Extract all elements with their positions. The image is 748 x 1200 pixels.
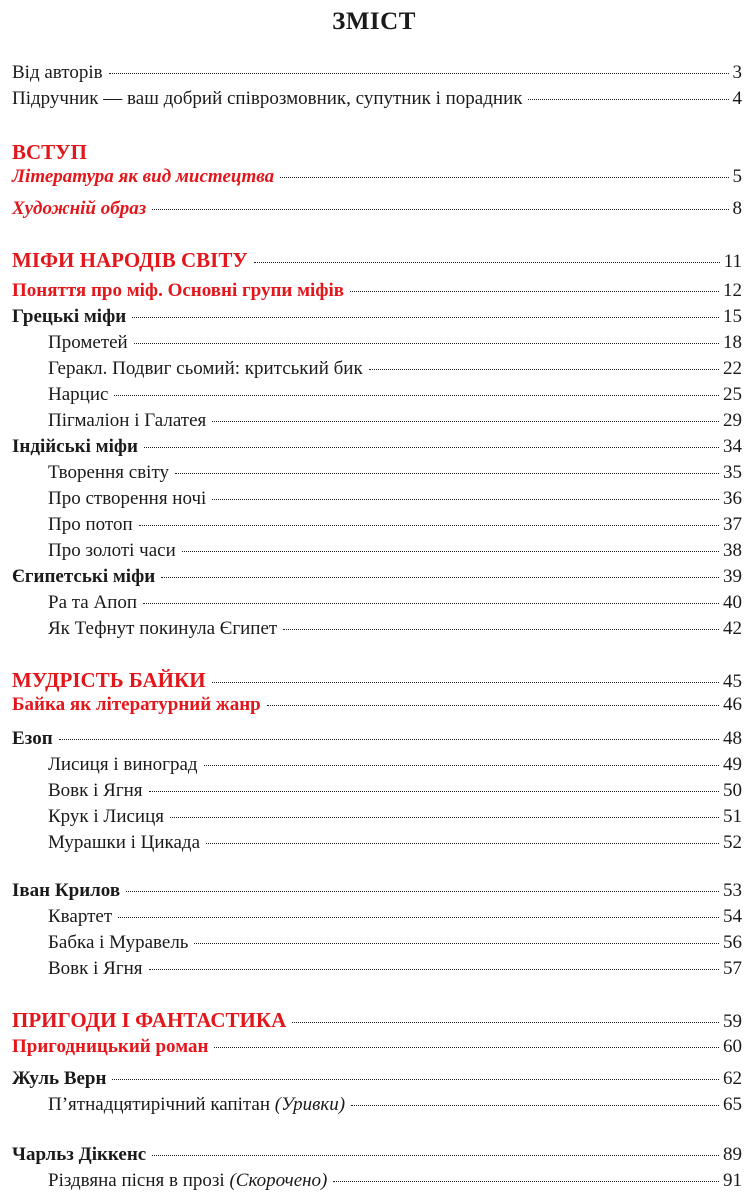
- leader-dots: [112, 1079, 719, 1080]
- leader-dots: [139, 525, 719, 526]
- toc-entry-note: (Уривки): [274, 1094, 346, 1115]
- toc-entry[interactable]: [48, 780, 742, 806]
- toc-entry[interactable]: [12, 436, 742, 462]
- toc-entry-title: Поняття про міф. Основні групи міфів: [12, 280, 344, 301]
- toc-entry[interactable]: [12, 694, 742, 720]
- leader-dots: [126, 891, 719, 892]
- toc-section-title: ВСТУП: [12, 140, 87, 164]
- toc-entry-title: Як Тефнут покинула Єгипет: [48, 618, 278, 639]
- toc-entry-page: 51: [723, 806, 742, 827]
- toc-entry[interactable]: [12, 88, 742, 114]
- toc-entry-title: Єгипетські міфи: [12, 566, 156, 587]
- leader-dots: [292, 1022, 719, 1023]
- toc-entry-page: 50: [723, 780, 742, 801]
- leader-dots: [149, 791, 719, 792]
- leader-dots: [204, 765, 719, 766]
- leader-dots: [206, 843, 719, 844]
- toc-entry-title: Квартет: [48, 906, 113, 927]
- leader-dots: [59, 739, 719, 740]
- leader-dots: [152, 1155, 719, 1156]
- toc-entry-page: 59: [723, 1011, 742, 1032]
- toc-entry-title: Підручник — ваш добрий співрозмовник, супутник і порадник: [12, 88, 523, 109]
- toc-entry-page: 56: [723, 932, 742, 953]
- leader-dots: [144, 447, 719, 448]
- toc-entry-page: 42: [723, 618, 742, 639]
- leader-dots: [212, 682, 719, 683]
- toc-entry-title: Байка як літературний жанр: [12, 694, 261, 715]
- toc-entry[interactable]: [12, 198, 742, 224]
- toc-entry-title: Чарльз Діккенс: [12, 1144, 147, 1165]
- toc-entry[interactable]: [12, 728, 742, 754]
- toc-entry[interactable]: [48, 932, 742, 958]
- toc-entry-page: 53: [723, 880, 742, 901]
- leader-dots: [132, 317, 719, 318]
- leader-dots: [350, 291, 719, 292]
- toc-entry[interactable]: [48, 332, 742, 358]
- leader-dots: [161, 577, 719, 578]
- toc-entry-title: Езоп: [12, 728, 53, 749]
- toc-entry-page: 65: [723, 1094, 742, 1115]
- toc-entry-title: Лисиця і виноград: [48, 754, 198, 775]
- toc-entry-page: 4: [732, 88, 742, 109]
- leader-dots: [118, 917, 719, 918]
- toc-entry[interactable]: [12, 306, 742, 332]
- toc-section-title: ПРИГОДИ І ФАНТАСТИКА: [12, 1008, 287, 1032]
- toc-entry-title: Про потоп: [48, 514, 133, 535]
- toc-entry-page: 29: [723, 410, 742, 431]
- toc-entry-title: Пігмаліон і Галатея: [48, 410, 207, 431]
- toc-entry-page: 22: [723, 358, 742, 379]
- toc-section-title: МУДРІСТЬ БАЙКИ: [12, 668, 206, 692]
- toc-entry-title: Індійські міфи: [12, 436, 138, 457]
- toc-section-heading[interactable]: [12, 668, 742, 694]
- leader-dots: [143, 603, 719, 604]
- leader-dots: [175, 473, 719, 474]
- toc-entry-title: Грецькі міфи: [12, 306, 127, 327]
- leader-dots: [280, 177, 728, 178]
- toc-entry-page: 60: [723, 1036, 742, 1057]
- toc-entry[interactable]: [48, 592, 742, 618]
- toc-entry-title: Мурашки і Цикада: [48, 832, 201, 853]
- toc-entry-page: 52: [723, 832, 742, 853]
- toc-entry-page: 54: [723, 906, 742, 927]
- leader-dots: [194, 943, 719, 944]
- toc-entry-page: 40: [723, 592, 742, 613]
- toc-entry[interactable]: [12, 1144, 742, 1170]
- toc-entry[interactable]: [48, 618, 742, 644]
- toc-entry-title: П’ятнадцятирічний капітан (Уривки): [48, 1094, 346, 1115]
- toc-entry-page: 38: [723, 540, 742, 561]
- leader-dots: [152, 209, 728, 210]
- toc-section-heading[interactable]: [12, 248, 742, 274]
- toc-entry[interactable]: [48, 488, 742, 514]
- toc-entry[interactable]: [48, 754, 742, 780]
- toc-entry-title: Жуль Верн: [12, 1068, 107, 1089]
- toc-entry-page: 37: [723, 514, 742, 535]
- leader-dots: [170, 817, 719, 818]
- toc-entry[interactable]: [48, 906, 742, 932]
- toc-entry-page: 57: [723, 958, 742, 979]
- toc-entry-title: Прометей: [48, 332, 128, 353]
- toc-section-title: МІФИ НАРОДІВ СВІТУ: [12, 248, 248, 272]
- leader-dots: [212, 499, 719, 500]
- toc-entry-title: Творення світу: [48, 462, 169, 483]
- toc-entry-page: 11: [723, 251, 742, 272]
- toc-entry[interactable]: [12, 880, 742, 906]
- toc-entry-title: Про золоті часи: [48, 540, 176, 561]
- toc-entry[interactable]: [48, 832, 742, 858]
- toc-entry-page: 48: [723, 728, 742, 749]
- toc-entry-page: 12: [723, 280, 742, 301]
- toc-entry[interactable]: [48, 514, 742, 540]
- toc-entry[interactable]: [48, 384, 742, 410]
- toc-entry-page: 3: [732, 62, 742, 83]
- toc-entry-page: 25: [723, 384, 742, 405]
- toc-entry-page: 39: [723, 566, 742, 587]
- toc-entry-title: Література як вид мистецтва: [12, 166, 275, 187]
- leader-dots: [134, 343, 719, 344]
- toc-entry-page: 15: [723, 306, 742, 327]
- toc-entry-title: Художній образ: [12, 198, 147, 219]
- toc-entry-page: 34: [723, 436, 742, 457]
- leader-dots: [254, 262, 720, 263]
- toc-entry-page: 62: [723, 1068, 742, 1089]
- toc-entry-title: Пригодницький роман: [12, 1036, 209, 1057]
- toc-entry[interactable]: [48, 806, 742, 832]
- toc-entry-title: Від авторів: [12, 62, 103, 83]
- toc-entry-page: 91: [723, 1170, 742, 1191]
- leader-dots: [528, 99, 728, 100]
- toc-entry[interactable]: [48, 1170, 742, 1196]
- toc-entry-title: Про створення ночі: [48, 488, 207, 509]
- leader-dots: [212, 421, 719, 422]
- toc-section-heading[interactable]: [12, 1008, 742, 1034]
- leader-dots: [351, 1105, 719, 1106]
- toc-entry-page: 36: [723, 488, 742, 509]
- toc-entry[interactable]: [48, 462, 742, 488]
- toc-entry-page: 35: [723, 462, 742, 483]
- toc-entry-title: Іван Крилов: [12, 880, 121, 901]
- toc-entry-title: Вовк і Ягня: [48, 958, 143, 979]
- leader-dots: [214, 1047, 719, 1048]
- toc-entry[interactable]: [12, 62, 742, 88]
- toc-entry[interactable]: [48, 410, 742, 436]
- toc-entry[interactable]: [12, 1068, 742, 1094]
- toc-entry[interactable]: [48, 1094, 742, 1120]
- toc-entry-title: Бабка і Муравель: [48, 932, 189, 953]
- toc-entry-note: (Скорочено): [229, 1170, 328, 1191]
- toc-entry-title: Крук і Лисиця: [48, 806, 164, 827]
- leader-dots: [109, 73, 729, 74]
- toc-entry-title: Нарцис: [48, 384, 109, 405]
- toc-entry-page: 8: [732, 198, 742, 219]
- leader-dots: [333, 1181, 719, 1182]
- toc-entry-page: 49: [723, 754, 742, 775]
- leader-dots: [114, 395, 719, 396]
- leader-dots: [283, 629, 719, 630]
- leader-dots: [267, 705, 719, 706]
- toc-entry[interactable]: [48, 540, 742, 566]
- leader-dots: [149, 969, 719, 970]
- leader-dots: [182, 551, 719, 552]
- toc-entry-page: 5: [732, 166, 742, 187]
- toc-entry[interactable]: [48, 358, 742, 384]
- toc-entry-title: Ра та Апоп: [48, 592, 138, 613]
- toc-entry[interactable]: [12, 1036, 742, 1062]
- toc-entry-title: Геракл. Подвиг сьомий: критський бик: [48, 358, 363, 379]
- toc-entry-title: Вовк і Ягня: [48, 780, 143, 801]
- toc-entry-page: 45: [723, 671, 742, 692]
- toc-entry[interactable]: [12, 280, 742, 306]
- toc-entry[interactable]: [12, 166, 742, 192]
- toc-entry-title: Різдвяна пісня в прозі (Скорочено): [48, 1170, 328, 1191]
- leader-dots: [369, 369, 719, 370]
- toc-entry-page: 89: [723, 1144, 742, 1165]
- toc-entry[interactable]: [12, 566, 742, 592]
- toc-entry-page: 18: [723, 332, 742, 353]
- toc-entry[interactable]: [48, 958, 742, 984]
- toc-section-heading[interactable]: [12, 140, 742, 166]
- page-title: ЗМІСТ: [332, 8, 416, 35]
- toc-entry-page: 46: [723, 694, 742, 715]
